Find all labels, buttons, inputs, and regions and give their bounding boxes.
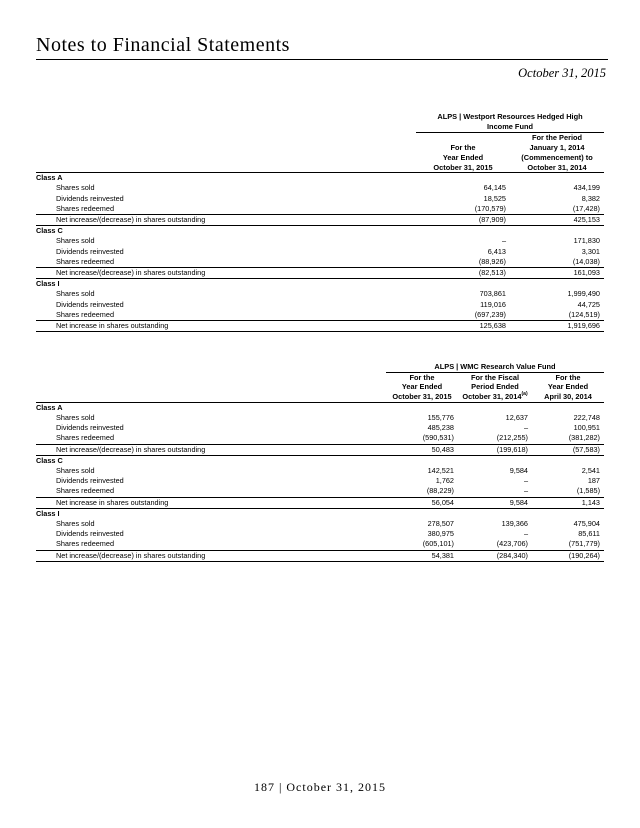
- table-row: [36, 519, 604, 529]
- page-title: Notes to Financial Statements: [36, 34, 290, 56]
- table-row: [36, 476, 604, 486]
- cell-value: (170,579): [474, 203, 506, 213]
- row-label: Shares sold: [56, 519, 95, 529]
- cell-value: 1,762: [435, 476, 454, 486]
- column-header: For the Fiscal Period Ended October 31, 2014$^{(a)}$: [458, 372, 532, 402]
- section-row: [36, 402, 604, 413]
- cell-value: –: [523, 486, 528, 496]
- cell-value: 6,413: [487, 246, 506, 256]
- cell-value: 3,301: [581, 246, 600, 256]
- cell-value: 12,637: [505, 413, 528, 423]
- net-row: [36, 215, 604, 226]
- table-row: [36, 257, 604, 268]
- net-value: 56,054: [386, 497, 458, 508]
- section-label: Class C: [36, 455, 604, 466]
- net-row: [36, 268, 604, 279]
- section-row: [36, 508, 604, 519]
- table-row: [36, 236, 604, 246]
- cell-value: (17,428): [572, 203, 600, 213]
- cell-value: 9,584: [509, 466, 528, 476]
- section-label: Class C: [36, 226, 604, 237]
- net-value: 161,093: [510, 268, 604, 279]
- cell-value: 139,366: [501, 519, 528, 529]
- cell-value: (14,038): [572, 256, 600, 266]
- row-label: Dividends reinvested: [56, 299, 124, 309]
- cell-value: 703,861: [479, 289, 506, 299]
- cell-value: 485,238: [427, 423, 454, 433]
- cell-value: 187: [587, 476, 600, 486]
- page-footer: 187 | October 31, 2015: [253, 780, 387, 794]
- cell-value: (88,229): [426, 486, 454, 496]
- cell-value: 64,145: [483, 183, 506, 193]
- row-label: Dividends reinvested: [56, 476, 124, 486]
- table-row: [36, 204, 604, 215]
- cell-value: –: [523, 423, 528, 433]
- net-row: [36, 550, 604, 561]
- section-label: Class I: [36, 508, 604, 519]
- section-row: [36, 173, 604, 184]
- row-label: Shares sold: [56, 413, 95, 423]
- cell-value: (590,531): [422, 433, 454, 443]
- cell-value: 142,521: [427, 466, 454, 476]
- table-row: [36, 300, 604, 310]
- cell-value: 155,776: [427, 413, 454, 423]
- cell-value: (605,101): [422, 539, 454, 549]
- cell-value: (212,255): [496, 433, 528, 443]
- net-value: 9,584: [458, 497, 532, 508]
- net-value: 1,919,696: [510, 321, 604, 332]
- cell-value: (423,706): [496, 539, 528, 549]
- cell-value: –: [501, 236, 506, 246]
- table-row: [36, 486, 604, 497]
- net-label: Net increase/(decrease) in shares outstanding: [36, 550, 386, 561]
- cell-value: (1,585): [576, 486, 600, 496]
- cell-value: 380,975: [427, 529, 454, 539]
- row-label: Shares sold: [56, 183, 95, 193]
- net-value: 1,143: [532, 497, 604, 508]
- net-label: Net increase/(decrease) in shares outstanding: [36, 444, 386, 455]
- net-value: 54,381: [386, 550, 458, 561]
- section-label: Class A: [36, 402, 604, 413]
- row-label: Shares redeemed: [56, 203, 115, 213]
- section-row: [36, 279, 604, 290]
- section-row: [36, 455, 604, 466]
- table-row: [36, 183, 604, 193]
- cell-value: (124,519): [568, 309, 600, 319]
- cell-value: 2,541: [581, 466, 600, 476]
- net-value: (57,583): [532, 444, 604, 455]
- westport-fund-table: [36, 112, 604, 332]
- fund-name: ALPS | Westport Resources Hedged High Income Fund: [416, 112, 604, 133]
- cell-value: 434,199: [573, 183, 600, 193]
- net-row: [36, 444, 604, 455]
- cell-value: 119,016: [480, 299, 506, 309]
- fund-name: ALPS | WMC Research Value Fund: [386, 362, 604, 372]
- table-row: [36, 539, 604, 550]
- row-label: Shares sold: [56, 236, 95, 246]
- table-row: [36, 433, 604, 444]
- section-label: Class A: [36, 173, 604, 184]
- row-label: Shares redeemed: [56, 539, 115, 549]
- column-header: For the Year Ended October 31, 2015: [416, 133, 510, 173]
- table-row: [36, 247, 604, 257]
- row-label: Shares redeemed: [56, 486, 115, 496]
- cell-value: –: [523, 529, 528, 539]
- cell-value: 100,951: [573, 423, 600, 433]
- table-row: [36, 310, 604, 321]
- table-row: [36, 194, 604, 204]
- net-value: 125,638: [416, 321, 510, 332]
- row-label: Shares sold: [56, 466, 95, 476]
- net-value: (190,264): [532, 550, 604, 561]
- section-row: [36, 226, 604, 237]
- column-header: For the Year Ended April 30, 2014: [532, 372, 604, 402]
- cell-value: 222,748: [573, 413, 600, 423]
- cell-value: 278,507: [427, 519, 454, 529]
- column-header: For the Year Ended October 31, 2015: [386, 372, 458, 402]
- cell-value: 1,999,490: [567, 289, 600, 299]
- cell-value: 85,611: [578, 529, 600, 539]
- net-label: Net increase/(decrease) in shares outstanding: [36, 268, 416, 279]
- net-label: Net increase in shares outstanding: [36, 321, 416, 332]
- column-header: For the Period January 1, 2014 (Commencement) to October 31, 2014: [510, 133, 604, 173]
- table-row: [36, 423, 604, 433]
- cell-value: (751,779): [568, 539, 600, 549]
- net-value: (284,340): [458, 550, 532, 561]
- table-row: [36, 413, 604, 423]
- row-label: Shares redeemed: [56, 433, 115, 443]
- cell-value: –: [523, 476, 528, 486]
- net-value: 50,483: [386, 444, 458, 455]
- cell-value: (697,239): [474, 309, 506, 319]
- net-value: (87,909): [416, 215, 510, 226]
- row-label: Dividends reinvested: [56, 246, 124, 256]
- net-value: 425,153: [510, 215, 604, 226]
- row-label: Dividends reinvested: [56, 193, 124, 203]
- net-value: (82,513): [416, 268, 510, 279]
- cell-value: 171,830: [573, 236, 600, 246]
- cell-value: 44,725: [577, 299, 600, 309]
- page-date: October 31, 2015: [518, 66, 606, 80]
- table-row: [36, 289, 604, 299]
- row-label: Shares redeemed: [56, 309, 115, 319]
- cell-value: 8,382: [581, 193, 600, 203]
- row-label: Shares sold: [56, 289, 95, 299]
- table-row: [36, 529, 604, 539]
- wmc-fund-table: [36, 362, 604, 562]
- net-label: Net increase/(decrease) in shares outstanding: [36, 215, 416, 226]
- row-label: Shares redeemed: [56, 256, 115, 266]
- cell-value: 475,904: [573, 519, 600, 529]
- title-rule: [36, 59, 608, 60]
- footnote-marker: (a): [521, 391, 528, 398]
- net-value: (199,618): [458, 444, 532, 455]
- net-label: Net increase in shares outstanding: [36, 497, 386, 508]
- row-label: Dividends reinvested: [56, 423, 124, 433]
- row-label: Dividends reinvested: [56, 529, 124, 539]
- table-row: [36, 466, 604, 476]
- cell-value: (381,282): [568, 433, 600, 443]
- net-row: [36, 497, 604, 508]
- cell-value: 18,525: [483, 193, 506, 203]
- section-label: Class I: [36, 279, 604, 290]
- net-row: [36, 321, 604, 332]
- cell-value: (88,926): [478, 256, 506, 266]
